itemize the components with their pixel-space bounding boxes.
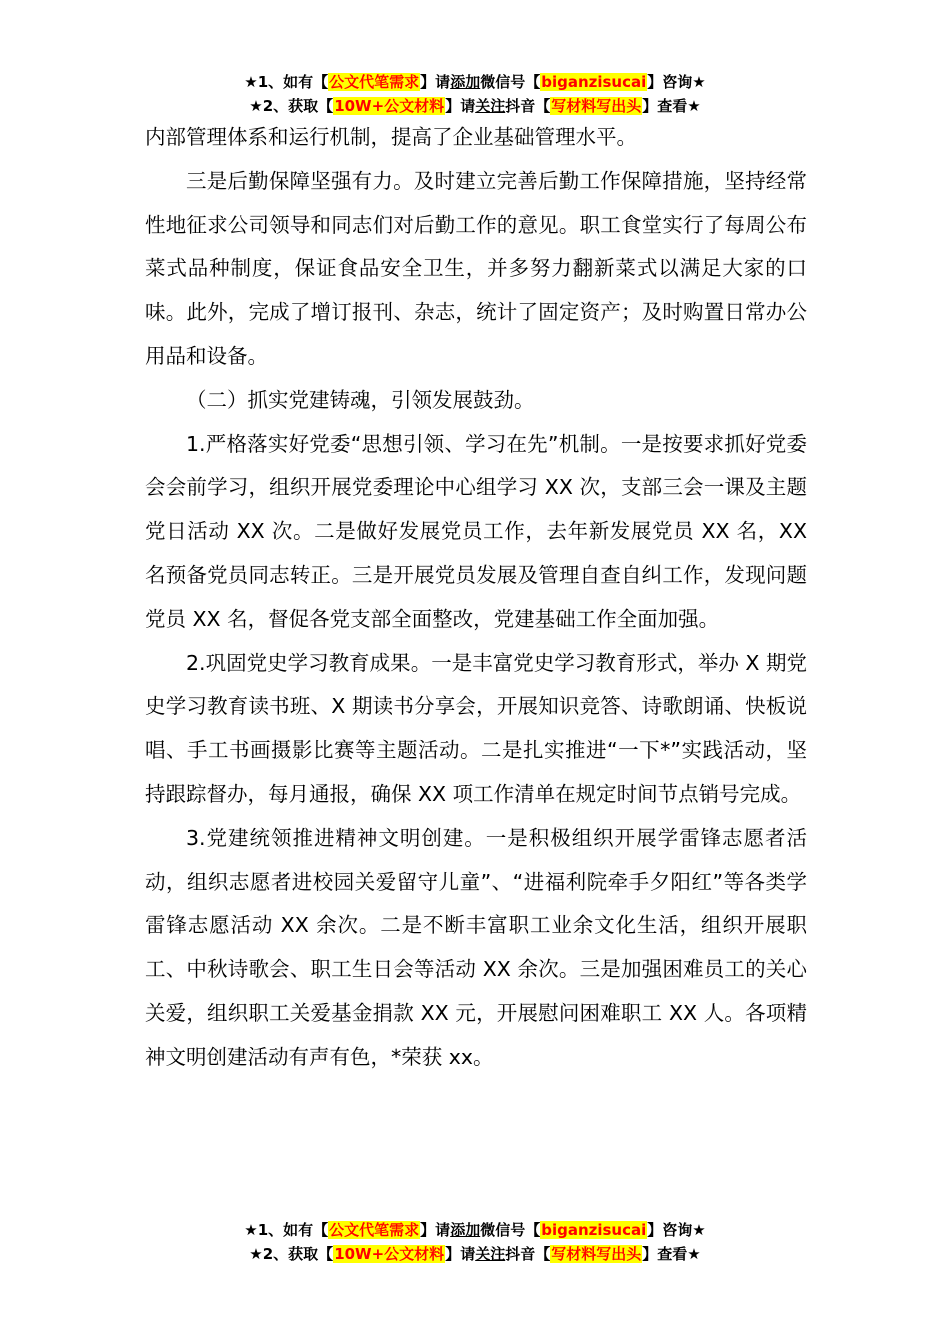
banner-text: 】请 [420, 1221, 451, 1239]
underlined-text: 关注 [475, 1245, 506, 1263]
footer-banner [0, 1218, 950, 1266]
highlight-text: 10W+公文材料 [334, 97, 445, 115]
header-banner [0, 70, 950, 118]
highlight-text: 10W+公文材料 [334, 1245, 445, 1263]
highlight-text: 公文代笔需求 [329, 1221, 420, 1239]
douyin-account: 写材料写出头 [551, 1245, 642, 1263]
banner-line-2 [0, 1242, 950, 1266]
paragraph: 3.党建统领推进精神文明创建。一是积极组织开展学雷锋志愿者活动，组织志愿者进校园关爱留守儿童”、“进福利院牵手夕阳红”等各类学雷锋志愿活动 XX 余次。二是不断丰富职工业余文化生活，组织开展职工、中秋诗歌会、职工生日会等活动 XX 余次。三是加强困难员工的关心关爱，组织职工关爱基金捐款 XX 元，开展慰问困难职工 XX 人。各项精神文明创建活动有声有色，*荣获 xx。 [145, 825, 807, 1069]
banner-text: 】咨询★ [647, 73, 706, 91]
banner-text: ★1、如有【 [244, 73, 329, 91]
banner-text: ★2、获取【 [249, 97, 334, 115]
banner-text: 微信号【 [480, 1221, 541, 1239]
banner-text: 】查看★ [642, 97, 701, 115]
underlined-text: 添加 [450, 73, 481, 91]
banner-text: 微信号【 [480, 73, 541, 91]
underlined-text: 添加 [450, 1221, 481, 1239]
underlined-text: 关注 [475, 97, 506, 115]
banner-text: ★1、如有【 [244, 1221, 329, 1239]
banner-text: ★2、获取【 [249, 1245, 334, 1263]
paragraph: 三是后勤保障坚强有力。及时建立完善后勤工作保障措施，坚持经常性地征求公司领导和同志们对后勤工作的意见。职工食堂实行了每周公布菜式品种制度，保证食品安全卫生，并多努力翻新菜式以满足大家的口味。此外，完成了增订报刊、杂志，统计了固定资产；及时购置日常办公用品和设备。 [145, 168, 807, 368]
douyin-account: 写材料写出头 [551, 97, 642, 115]
wechat-id: biganzisucai [541, 73, 647, 91]
banner-text: 】请 [445, 1245, 476, 1263]
paragraph: 2.巩固党史学习教育成果。一是丰富党史学习教育形式，举办 X 期党史学习教育读书班、X 期读书分享会，开展知识竞答、诗歌朗诵、快板说唱、手工书画摄影比赛等主题活动。二是扎实推进“一下*”实践活动，坚持跟踪督办，每月通报，确保 XX 项工作清单在规定时间节点销号完成。 [145, 650, 807, 806]
banner-line-1 [0, 1218, 950, 1242]
banner-line-1 [0, 70, 950, 94]
banner-text: 抖音【 [505, 97, 551, 115]
paragraph: 内部管理体系和运行机制，提高了企业基础管理水平。 [145, 125, 637, 149]
highlight-text: 公文代笔需求 [329, 73, 420, 91]
banner-text: 】请 [420, 73, 451, 91]
document-body [145, 116, 807, 1080]
banner-text: 】请 [445, 97, 476, 115]
banner-text: 】咨询★ [647, 1221, 706, 1239]
banner-text: 】查看★ [642, 1245, 701, 1263]
banner-text: 抖音【 [505, 1245, 551, 1263]
banner-line-2 [0, 94, 950, 118]
wechat-id: biganzisucai [541, 1221, 647, 1239]
section-heading: （二）抓实党建铸魂，引领发展鼓劲。 [186, 387, 535, 412]
paragraph: 1.严格落实好党委“思想引领、学习在先”机制。一是按要求抓好党委会会前学习，组织开展党委理论中心组学习 XX 次，支部三会一课及主题党日活动 XX 次。二是做好发展党员工作，去年新发展党员 XX 名，XX 名预备党员同志转正。三是开展党员发展及管理自查自纠工作，发现问题党员 XX 名，督促各党支部全面整改，党建基础工作全面加强。 [145, 431, 807, 631]
